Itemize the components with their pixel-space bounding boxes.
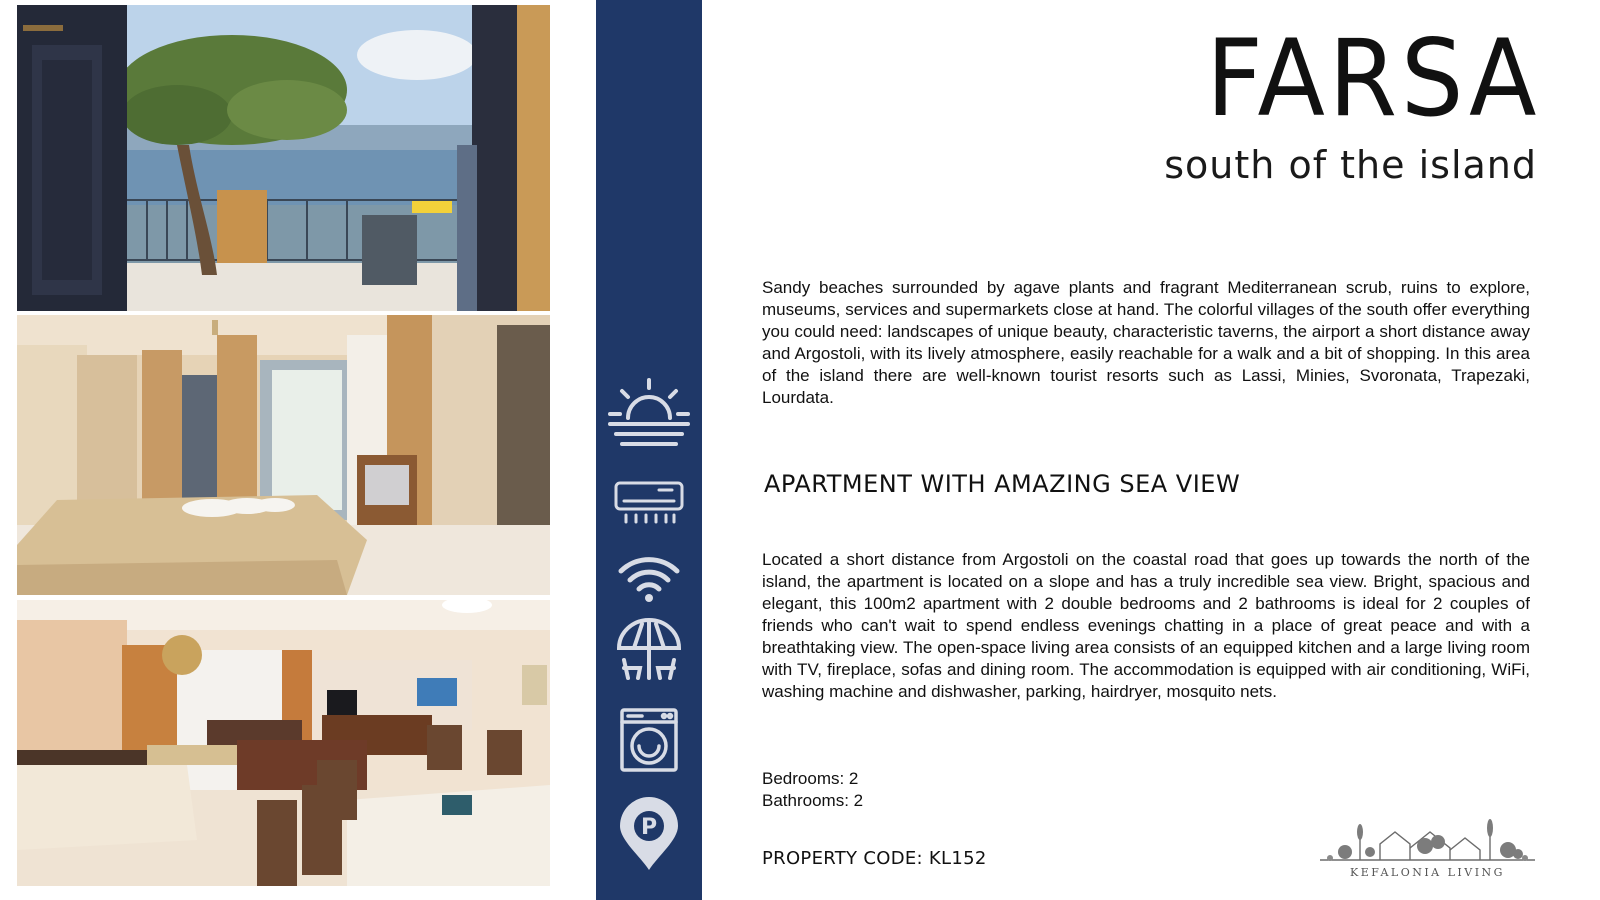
bedrooms-count: Bedrooms: 2 xyxy=(762,769,859,788)
air-conditioner-icon xyxy=(596,480,702,526)
sunset-sea-view-icon xyxy=(596,378,702,454)
beach-umbrella-icon xyxy=(596,618,702,682)
section-heading: APARTMENT WITH AMAZING SEA VIEW xyxy=(764,470,1241,498)
wifi-icon xyxy=(596,553,702,603)
property-title: FARSA xyxy=(1205,17,1540,140)
terrace-sea-view-photo xyxy=(17,5,550,311)
property-code: PROPERTY CODE: KL152 xyxy=(762,848,987,869)
washing-machine-icon xyxy=(596,708,702,772)
property-subtitle: south of the island xyxy=(1164,143,1537,187)
bathrooms-count: Bathrooms: 2 xyxy=(762,791,864,810)
logo-text: KEFALONIA LIVING xyxy=(1350,866,1505,879)
parking-icon xyxy=(596,796,702,872)
apartment-description: Located a short distance from Argostoli on the coastal road that goes up towards the north of the island, the apartment is located on a slope and has a truly incredible sea view. Bright, spacious and elegant, this 100m2 apartment with 2 double bedrooms and 2 bathrooms is ideal for 2 couples of friends who can't wait to spend endless evenings chatting in a place of great peace and with a breathtaking view. The open-space living area consists of an equipped kitchen and a large living room with TV, fireplace, sofas and dining room. The accommodation is equipped with air conditioning, WiFi, washing machine and dishwasher, parking, hairdryer, mosquito nets. xyxy=(762,550,1530,701)
svg-text:P: P xyxy=(640,815,658,840)
bedroom-photo xyxy=(17,315,550,595)
area-description: Sandy beaches surrounded by agave plants and fragrant Mediterranean scrub, ruins to explore, museums, services and supermarkets close at hand. The colorful villages of the south offer everything you could need: landscapes of unique beauty, characteristic taverns, the airport a short distance away and Argostoli, with its lively atmosphere, easily reachable for a walk and a bit of shopping. In this area of the island there are well-known tourist resorts such as Lassi, Minies, Svoronata, Trapezaki, Lourdata. xyxy=(762,278,1530,407)
living-room-photo xyxy=(17,600,550,886)
amenities-sidebar xyxy=(596,0,702,900)
